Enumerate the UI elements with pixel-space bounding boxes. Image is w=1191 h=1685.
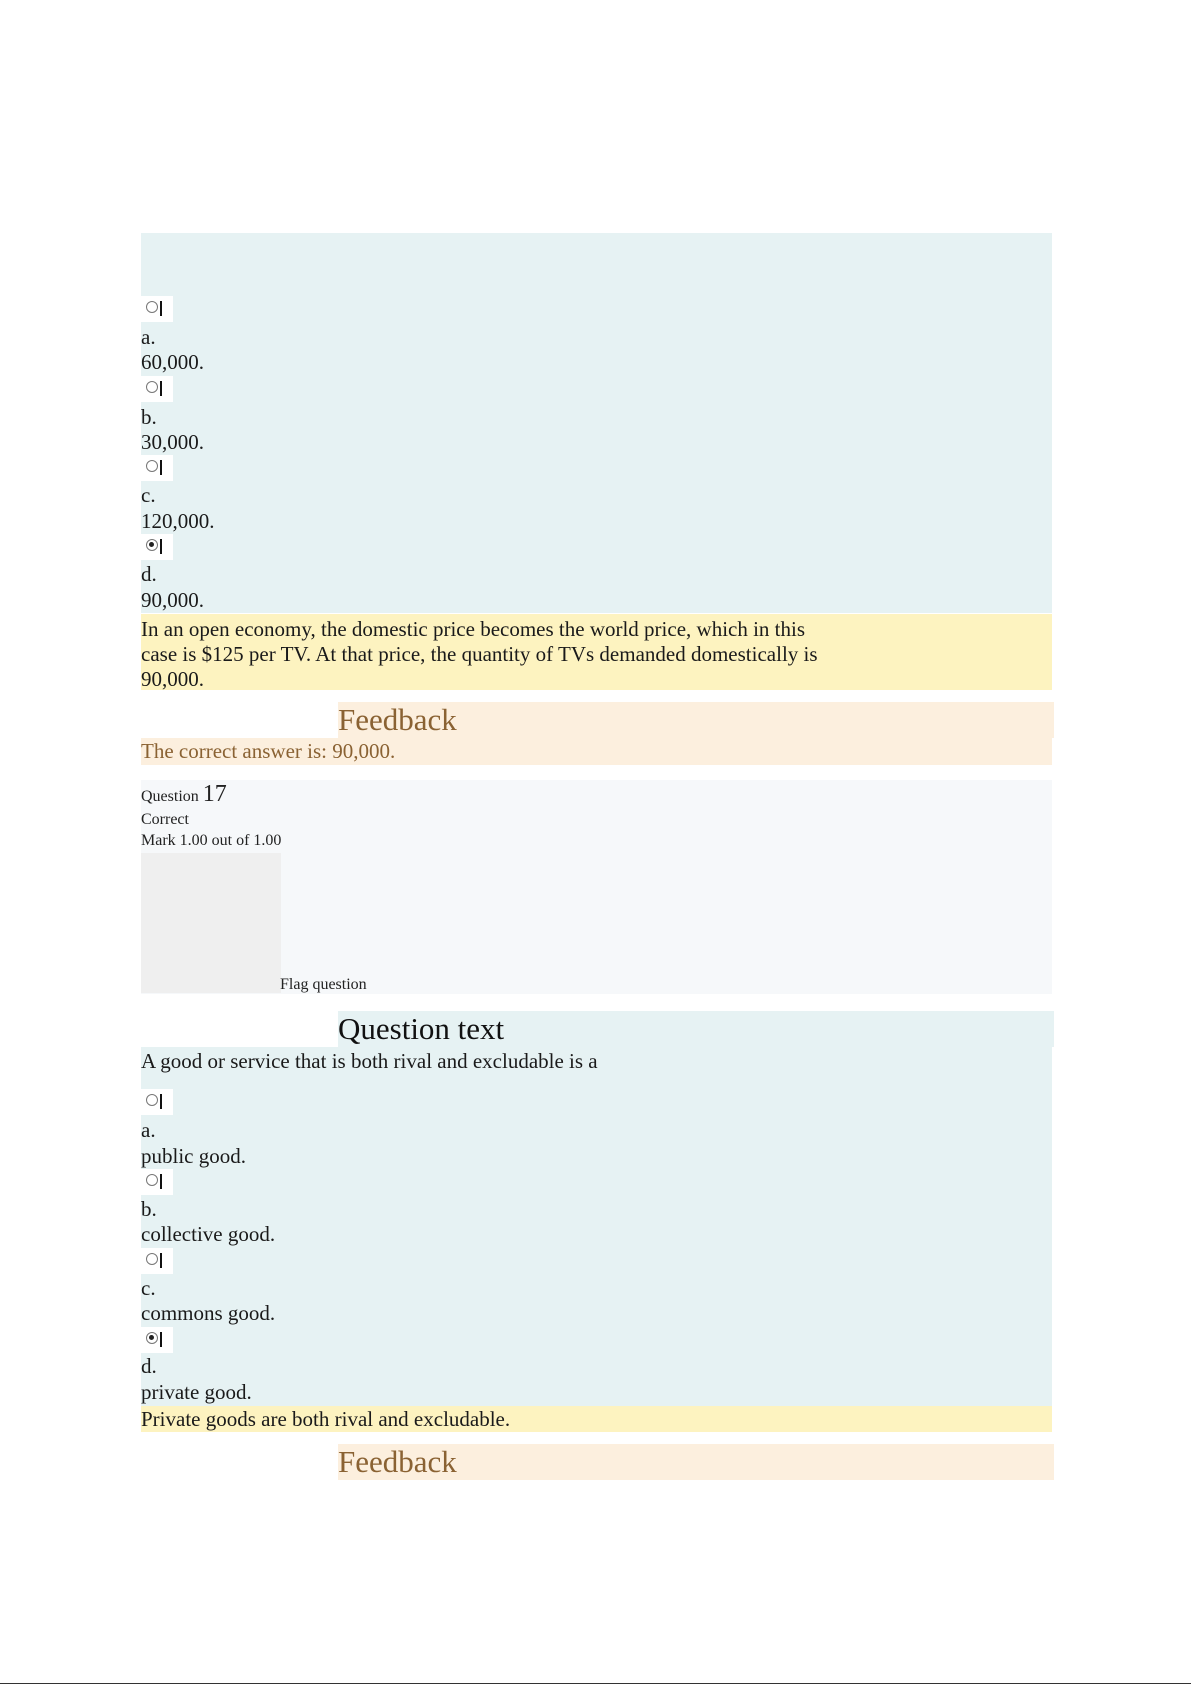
option-d-letter: d.: [141, 562, 157, 586]
option-d-radio[interactable]: [141, 1327, 173, 1353]
radio-checked-icon: [146, 539, 158, 551]
explanation-line: 90,000.: [141, 667, 204, 691]
radio-unchecked-icon: [146, 301, 158, 313]
radio-unchecked-icon: [146, 1094, 158, 1106]
feedback-heading: Feedback: [338, 702, 1054, 738]
option-b-text[interactable]: collective good.: [141, 1222, 276, 1246]
radio-unchecked-icon: [146, 460, 158, 472]
option-c-text[interactable]: 120,000.: [141, 509, 215, 533]
option-c-text[interactable]: commons good.: [141, 1301, 276, 1325]
option-b-letter: b.: [141, 1197, 157, 1221]
question-mark: Mark 1.00 out of 1.00: [141, 832, 282, 849]
option-a-radio[interactable]: [141, 296, 173, 322]
radio-unchecked-icon: [146, 1174, 158, 1186]
option-c-radio[interactable]: [141, 455, 173, 481]
option-a-letter: a.: [141, 325, 156, 349]
flag-question-link[interactable]: Flag question: [280, 976, 367, 993]
question-16-answer-area: [141, 233, 1052, 613]
option-d-letter: d.: [141, 1354, 157, 1378]
option-c-letter: c.: [141, 483, 156, 507]
option-b-text[interactable]: 30,000.: [141, 430, 204, 454]
radio-checked-icon: [146, 1332, 158, 1344]
question-17-explanation: [141, 1406, 1052, 1432]
question-17-label: Question 17: [141, 781, 227, 807]
option-b-letter: b.: [141, 405, 157, 429]
page-divider: [0, 1683, 1191, 1684]
correct-answer-text: The correct answer is: 90,000.: [141, 739, 396, 763]
question-number: 17: [202, 781, 227, 807]
option-a-text[interactable]: public good.: [141, 1144, 246, 1168]
question-17-answer-area: [141, 1047, 1052, 1406]
flag-icon-area[interactable]: [141, 853, 281, 993]
explanation-text: Private goods are both rival and excludable.: [141, 1407, 511, 1431]
option-c-radio[interactable]: [141, 1248, 173, 1274]
question-status: Correct: [141, 811, 189, 828]
option-d-radio[interactable]: [141, 534, 173, 560]
feedback-heading: Feedback: [338, 1444, 1054, 1480]
option-b-radio[interactable]: [141, 376, 173, 402]
radio-unchecked-icon: [146, 381, 158, 393]
option-a-letter: a.: [141, 1118, 156, 1142]
option-c-letter: c.: [141, 1276, 156, 1300]
option-d-text[interactable]: 90,000.: [141, 588, 204, 612]
question-16-explanation: [141, 614, 1052, 690]
option-a-text[interactable]: 60,000.: [141, 350, 204, 374]
feedback-panel: [141, 738, 1052, 765]
question-prompt: A good or service that is both rival and excludable is a: [141, 1049, 598, 1073]
option-d-text[interactable]: private good.: [141, 1380, 252, 1404]
explanation-line: case is $125 per TV. At that price, the quantity of TVs demanded domestically is: [141, 642, 818, 666]
option-a-radio[interactable]: [141, 1089, 173, 1115]
radio-unchecked-icon: [146, 1253, 158, 1265]
question-text-heading: Question text: [338, 1011, 1054, 1047]
explanation-line: In an open economy, the domestic price becomes the world price, which in this: [141, 617, 806, 641]
option-b-radio[interactable]: [141, 1169, 173, 1195]
